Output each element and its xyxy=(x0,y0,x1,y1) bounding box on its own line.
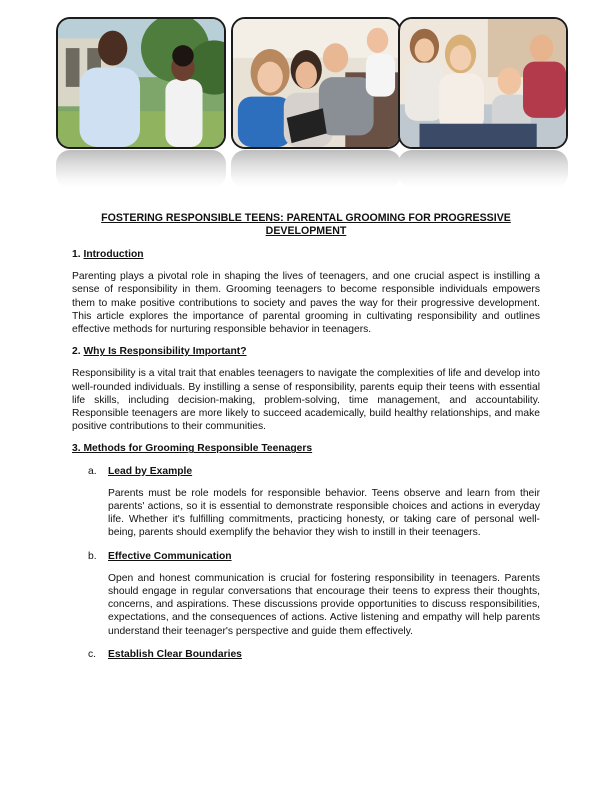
article xyxy=(72,212,540,670)
section-heading-text: 3. Methods for Grooming Responsible Teenagers xyxy=(72,443,313,455)
section-heading-text: Why Is Responsibility Important? xyxy=(83,346,247,358)
method-label xyxy=(88,648,540,661)
photo-reflection xyxy=(231,150,401,188)
method-item-lead-by-example xyxy=(88,465,540,540)
list-marker: c. xyxy=(88,648,97,660)
header-photo-strip xyxy=(56,17,566,189)
section-number: 2. xyxy=(72,346,81,358)
photo-father-son xyxy=(56,17,226,149)
why-responsibility-paragraph: Responsibility is a vital trait that enables teenagers to navigate the complexities of life and develop into well-rounded individuals. By instilling a sense of responsibility, parents equip their teens with essential life skills, including decision-making, problem-solving, time management, and accountability. Responsible teenagers are more likely to succeed academically, build healthy relationships, and make positive contributions to their communities. xyxy=(72,368,540,433)
section-heading-text: Introduction xyxy=(83,249,144,260)
introduction-paragraph: Parenting plays a pivotal role in shaping the lives of teenagers, and one crucial aspect is instilling a sense of responsibility in them. Grooming teenagers to become responsible individuals empowers them to make positive contributions to society and paves the way for their progressive development. This article explores the importance of parental grooming in cultivating responsibility and outlines effective methods for nurturing responsible behavior in teenagers. xyxy=(72,271,540,336)
section-heading-why-responsibility xyxy=(72,345,540,358)
section-heading-methods xyxy=(72,442,540,455)
list-marker: a. xyxy=(88,465,97,477)
method-label-text: Establish Clear Boundaries xyxy=(108,648,242,660)
method-label-text: Effective Communication xyxy=(108,550,232,562)
method-label xyxy=(88,550,540,563)
article-title: FOSTERING RESPONSIBLE TEENS: PARENTAL GROOMING FOR PROGRESSIVE DEVELOPMENT xyxy=(101,212,511,237)
section-heading-introduction xyxy=(72,248,540,261)
photo-family-sofa xyxy=(398,17,568,149)
method-item-clear-boundaries xyxy=(88,648,540,661)
section-number: 1. xyxy=(72,249,81,260)
list-marker: b. xyxy=(88,550,97,562)
method-paragraph: Open and honest communication is crucial for fostering responsibility in teenagers. Parents should engage in regular conversations that encourage their teens to express their thoughts, concerns, and aspirations. These discussions provide opportunities to discuss responsibilities, expectations, and the consequences of actions. Active listening and empathy will help parents understand their teenager's perspective and guide them effectively. xyxy=(108,572,540,637)
method-paragraph: Parents must be role models for responsible behavior. Teens observe and learn from their parents' actions, so it is essential to demonstrate responsible choices and actions in everyday life. Whether it's fulfilling commitments, practicing honesty, or taking care of personal well-being, parents should exemplify the behavior they wish to instill in their teenagers. xyxy=(108,487,540,539)
method-item-effective-communication xyxy=(88,550,540,638)
photo-reflection xyxy=(398,150,568,188)
method-label xyxy=(88,465,540,478)
photo-reflection xyxy=(56,150,226,188)
method-label-text: Lead by Example xyxy=(108,465,193,477)
photo-family-tablet xyxy=(231,17,401,149)
